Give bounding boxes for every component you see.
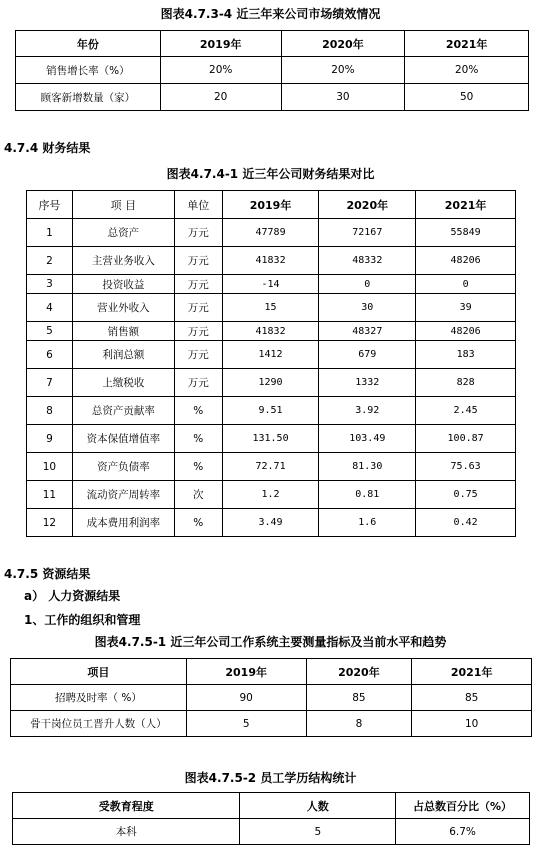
header-count: 人数 xyxy=(240,793,396,819)
row-unit: 次 xyxy=(174,481,222,509)
cell-2021: 183 xyxy=(416,341,516,369)
row-index: 9 xyxy=(27,425,73,453)
header-unit: 单位 xyxy=(174,191,222,219)
header-item: 项 目 xyxy=(72,191,174,219)
row-unit: 万元 xyxy=(174,247,222,275)
row-label: 销售增长率（%） xyxy=(16,57,161,84)
cell-value: 30 xyxy=(281,84,405,111)
financial-results-table xyxy=(26,190,516,537)
table-row xyxy=(27,425,516,453)
row-label: 营业外收入 xyxy=(72,294,174,322)
cell-2020: 48327 xyxy=(319,322,416,341)
cell-2020: 3.92 xyxy=(319,397,416,425)
cell-2020: 679 xyxy=(319,341,416,369)
cell-2019: 47789 xyxy=(222,219,319,247)
row-unit: 万元 xyxy=(174,275,222,294)
cell-2020: 81.30 xyxy=(319,453,416,481)
cell-2019: 131.50 xyxy=(222,425,319,453)
header-index: 序号 xyxy=(27,191,73,219)
header-item: 项目 xyxy=(11,659,187,685)
cell-2021: 75.63 xyxy=(416,453,516,481)
table2-caption: 图表4.7.4-1 近三年公司财务结果对比 xyxy=(166,167,375,181)
cell-2020: 1.6 xyxy=(319,509,416,537)
row-unit: % xyxy=(174,397,222,425)
row-label: 招聘及时率（ %） xyxy=(11,685,187,711)
header-2019: 2019年 xyxy=(222,191,319,219)
row-label: 本科 xyxy=(13,819,240,845)
row-label: 资本保值增值率 xyxy=(72,425,174,453)
header-education: 受教育程度 xyxy=(13,793,240,819)
cell-2021: 828 xyxy=(416,369,516,397)
cell-2019: 41832 xyxy=(222,322,319,341)
row-unit: % xyxy=(174,509,222,537)
cell-2019: 1290 xyxy=(222,369,319,397)
cell-value: 20% xyxy=(405,57,529,84)
subheading-work-organization: 1、工作的组织和管理 xyxy=(24,613,141,627)
row-label: 利润总额 xyxy=(72,341,174,369)
row-unit: 万元 xyxy=(174,341,222,369)
row-label: 成本费用利润率 xyxy=(72,509,174,537)
work-system-metrics-table xyxy=(10,658,532,737)
cell-2020: 103.49 xyxy=(319,425,416,453)
subheading-hr-results: a） 人力资源结果 xyxy=(24,589,121,603)
cell-2019: 1412 xyxy=(222,341,319,369)
header-2019: 2019年 xyxy=(186,659,306,685)
table-row xyxy=(27,341,516,369)
cell-2020: 72167 xyxy=(319,219,416,247)
cell-2021: 48206 xyxy=(416,322,516,341)
cell-value: 20% xyxy=(160,57,281,84)
cell-2020: 30 xyxy=(319,294,416,322)
cell-2021: 0.75 xyxy=(416,481,516,509)
cell-2020: 48332 xyxy=(319,247,416,275)
cell-value: 5 xyxy=(186,711,306,737)
row-unit: % xyxy=(174,425,222,453)
row-label: 总资产贡献率 xyxy=(72,397,174,425)
row-unit: 万元 xyxy=(174,369,222,397)
table-row xyxy=(27,219,516,247)
cell-value: 6.7% xyxy=(396,819,530,845)
table-row xyxy=(27,275,516,294)
cell-value: 5 xyxy=(240,819,396,845)
cell-2019: 9.51 xyxy=(222,397,319,425)
cell-2019: 3.49 xyxy=(222,509,319,537)
header-2021: 2021年 xyxy=(416,191,516,219)
cell-value: 20 xyxy=(160,84,281,111)
section-heading-4-7-5: 4.7.5 资源结果 xyxy=(4,567,91,581)
section-heading-4-7-4: 4.7.4 财务结果 xyxy=(4,141,91,155)
table-row xyxy=(27,322,516,341)
cell-2019: 1.2 xyxy=(222,481,319,509)
table-row xyxy=(27,509,516,537)
table-row xyxy=(27,397,516,425)
financial-rows xyxy=(27,219,516,537)
row-index: 7 xyxy=(27,369,73,397)
row-label: 资产负债率 xyxy=(72,453,174,481)
row-label: 顾客新增数量（家） xyxy=(16,84,161,111)
row-index: 4 xyxy=(27,294,73,322)
cell-2021: 0.42 xyxy=(416,509,516,537)
header-2021: 2021年 xyxy=(405,31,529,57)
table-row xyxy=(13,819,530,845)
cell-2019: 15 xyxy=(222,294,319,322)
row-label: 主营业务收入 xyxy=(72,247,174,275)
row-index: 5 xyxy=(27,322,73,341)
row-label: 上缴税收 xyxy=(72,369,174,397)
table-row xyxy=(27,294,516,322)
cell-value: 90 xyxy=(186,685,306,711)
header-2020: 2020年 xyxy=(306,659,412,685)
header-2020: 2020年 xyxy=(319,191,416,219)
row-index: 12 xyxy=(27,509,73,537)
row-label: 销售额 xyxy=(72,322,174,341)
cell-2021: 0 xyxy=(416,275,516,294)
table4-caption: 图表4.7.5-2 员工学历结构统计 xyxy=(184,771,357,785)
cell-2021: 55849 xyxy=(416,219,516,247)
header-2021: 2021年 xyxy=(412,659,532,685)
cell-2020: 0 xyxy=(319,275,416,294)
table-row xyxy=(16,84,529,111)
row-unit: 万元 xyxy=(174,322,222,341)
market-performance-table xyxy=(15,30,529,111)
cell-2020: 0.81 xyxy=(319,481,416,509)
header-2020: 2020年 xyxy=(281,31,405,57)
cell-2021: 39 xyxy=(416,294,516,322)
row-label: 流动资产周转率 xyxy=(72,481,174,509)
education-structure-table xyxy=(12,792,530,845)
row-index: 6 xyxy=(27,341,73,369)
table-row xyxy=(27,453,516,481)
table3-caption: 图表4.7.5-1 近三年公司工作系统主要测量指标及当前水平和趋势 xyxy=(94,635,447,649)
row-label: 投资收益 xyxy=(72,275,174,294)
row-label: 骨干岗位员工晋升人数（人） xyxy=(11,711,187,737)
cell-2020: 1332 xyxy=(319,369,416,397)
table-row xyxy=(16,57,529,84)
cell-value: 85 xyxy=(412,685,532,711)
cell-value: 20% xyxy=(281,57,405,84)
header-2019: 2019年 xyxy=(160,31,281,57)
row-index: 8 xyxy=(27,397,73,425)
row-index: 1 xyxy=(27,219,73,247)
cell-2019: -14 xyxy=(222,275,319,294)
cell-2021: 100.87 xyxy=(416,425,516,453)
header-year: 年份 xyxy=(16,31,161,57)
table-row xyxy=(27,247,516,275)
table-row xyxy=(27,481,516,509)
row-unit: 万元 xyxy=(174,294,222,322)
table-row xyxy=(27,369,516,397)
row-index: 3 xyxy=(27,275,73,294)
row-index: 11 xyxy=(27,481,73,509)
cell-value: 8 xyxy=(306,711,412,737)
table-row xyxy=(11,711,532,737)
cell-value: 50 xyxy=(405,84,529,111)
cell-2021: 2.45 xyxy=(416,397,516,425)
cell-value: 10 xyxy=(412,711,532,737)
cell-2019: 41832 xyxy=(222,247,319,275)
row-index: 2 xyxy=(27,247,73,275)
row-label: 总资产 xyxy=(72,219,174,247)
row-unit: % xyxy=(174,453,222,481)
cell-2019: 72.71 xyxy=(222,453,319,481)
row-index: 10 xyxy=(27,453,73,481)
header-percentage: 占总数百分比（%） xyxy=(396,793,530,819)
table1-caption: 图表4.7.3-4 近三年来公司市场绩效情况 xyxy=(160,7,381,21)
cell-2021: 48206 xyxy=(416,247,516,275)
table-row xyxy=(11,685,532,711)
cell-value: 85 xyxy=(306,685,412,711)
row-unit: 万元 xyxy=(174,219,222,247)
